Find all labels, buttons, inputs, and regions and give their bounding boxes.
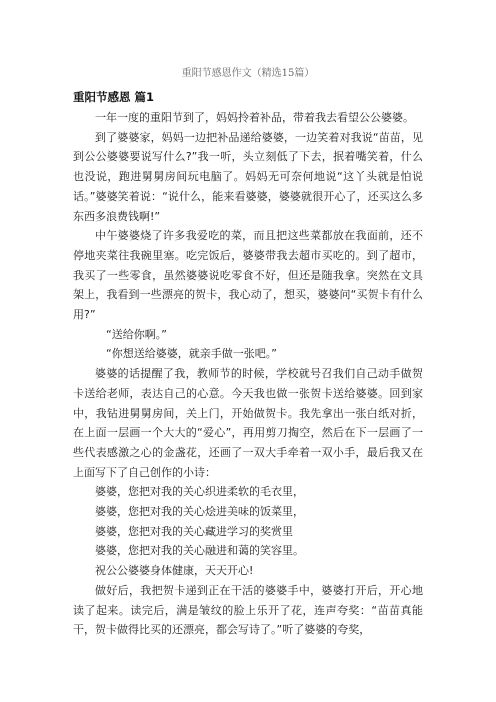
poem-line: 祝公公婆婆身体健康，天天开心! (95, 564, 254, 578)
paragraph: 做好后，我把贺卡递到正在干活的婆婆手中，婆婆打开后，开心地读了起来。读完后，满是皱纹的脸上乐开了花，连声夸奖：“苗苗真能干，贺卡做得比买的还漂亮，都会写诗了。”听了婆婆的夸奖， (73, 583, 423, 637)
poem-line: 婆婆，您把对我的关心藏进学习的奖赏里 (95, 524, 293, 538)
document-title: 重阳节感恩作文（精选15篇） (181, 68, 315, 79)
paragraph: 到了婆婆家，妈妈一边把补品递给婆婆，一边笑着对我说“苗苗，见到公公婆婆要说写什么?”我一听，头立刻低了下去，抿着嘴笑着，什么也没说，跑进舅舅房间玩电脑了。妈妈无可奈何地说“这丫头就是怕说话。”婆婆笑着说：“说什么，能来看婆婆，婆婆就很开心了，还买这么多东西多浪费钱啊!” (73, 130, 423, 223)
paragraph: 婆婆的话提醒了我，教师节的时候，学校就号召我们自己动手做贺卡送给老师，表达自己的心意。今天我也做一张贺卡送给婆婆。回到家中，我钻进舅舅房间，关上门，开始做贺卡。我先拿出一张白纸对折，在上面一层画一个大大的“爱心”，再用剪刀掏空，然后在下一层画了一些代表感激之心的金盏花，还画了一双大手牵着一双小手，最后我又在上面写下了自己创作的小诗： (73, 367, 423, 479)
paragraph: 一年一度的重阳节到了，妈妈拎着补品，带着我去看望公公婆婆。 (95, 111, 414, 124)
dialogue-line: “送给你啊。” (106, 327, 167, 341)
poem-line: 婆婆，您把对我的关心融进和蔼的笑容里。 (95, 544, 304, 558)
poem-line: 婆婆，您把对我的关心烩进美味的饭菜里， (95, 505, 304, 519)
poem-line: 婆婆，您把对我的关心织进柔软的毛衣里， (95, 485, 304, 499)
dialogue-line: “你想送给婆婆，就亲手做一张吧。” (106, 347, 277, 361)
paragraph: 中午婆婆烧了许多我爱吃的菜，而且把这些菜都放在我面前，还不停地夹菜往我碗里塞。吃完饭后，婆婆带我去超市买吃的。到了超市，我买了一些零食，虽然婆婆说吃零食不好，但还是随我拿。突然在文具架上，我看到一些漂亮的贺卡，我心动了，想买，婆婆问“买贺卡有什么用?” (73, 229, 423, 322)
section-heading: 重阳节感恩 篇1 (73, 90, 155, 104)
essay-body (73, 108, 423, 640)
